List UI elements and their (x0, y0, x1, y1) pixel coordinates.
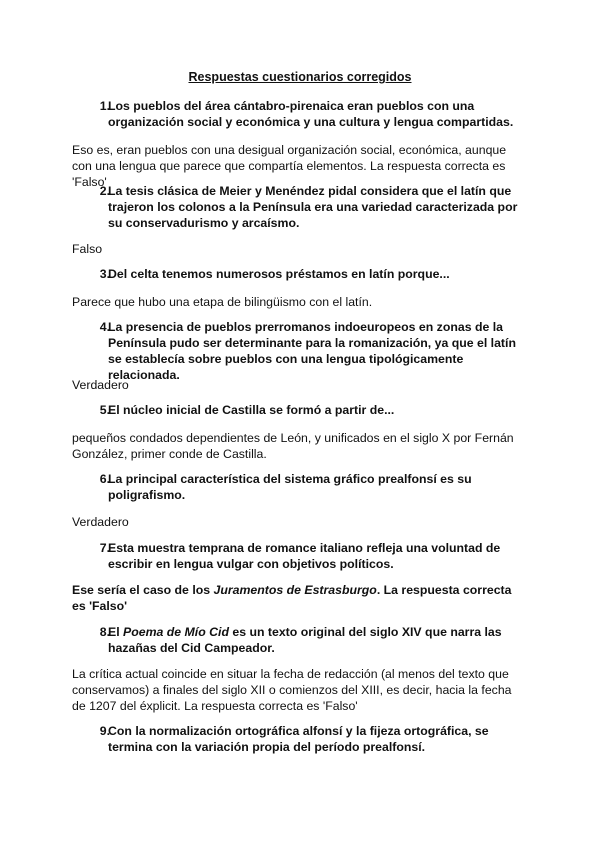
question-work-title: Poema de Mío Cid (123, 625, 229, 639)
question-text: El núcleo inicial de Castilla se formó a partir de... (108, 403, 395, 417)
question-8 (90, 624, 530, 656)
answer-2: Falso (72, 242, 103, 256)
answer-8: La crítica actual coincide en situar la fecha de redacción (al menos del texto que conservamos) a finales del siglo XII o comienzos del XIII, es decir, hacia la fecha de 1207 del éxplicit. La respuesta correcta es 'Falso' (72, 667, 512, 713)
question-9 (90, 723, 530, 755)
question-3 (90, 266, 530, 282)
question-7 (90, 540, 530, 572)
answer-work-title: Juramentos de Estrasburgo (213, 583, 377, 597)
answer-text: . La respuesta correcta es 'Falso' (72, 583, 512, 613)
question-number: 5. (99, 403, 110, 417)
question-text-part: El (108, 625, 124, 639)
answer-7 (72, 582, 528, 614)
question-number: 8. (99, 625, 110, 639)
question-number: 6. (99, 472, 110, 486)
answer-1: Eso es, eran pueblos con una desigual organización social, económica, aunque con una lengua que parece que compartía elementos. La respuesta correcta es 'Falso' (72, 143, 507, 189)
answer-6: Verdadero (72, 515, 129, 529)
answer-5: pequeños condados dependientes de León, y unificados en el siglo X por Fernán González, primer conde de Castilla. (72, 431, 514, 461)
question-number: 2. (99, 184, 110, 198)
answer-text: Ese sería el caso de los (72, 583, 214, 597)
question-text: Los pueblos del área cántabro-pirenaica eran pueblos con una organización social y económica y una cultura y lengua compartidas. (108, 99, 514, 129)
question-number: 4. (99, 320, 110, 334)
question-text: Del celta tenemos numerosos préstamos en latín porque... (108, 267, 450, 281)
question-number: 1. (99, 99, 110, 113)
question-number: 3. (99, 267, 110, 281)
question-1 (90, 98, 530, 130)
question-2 (90, 183, 530, 231)
answer-3: Parece que hubo una etapa de bilingüismo con el latín. (72, 295, 373, 309)
question-text: La presencia de pueblos prerromanos indoeuropeos en zonas de la Península pudo ser determinante para la romanización, ya que el latín se establecía sobre pueblos con una lengua tipológicamente relacionada. (108, 320, 516, 382)
question-4 (90, 319, 530, 383)
page-title: Respuestas cuestionarios corregidos (188, 70, 412, 84)
question-text: Con la normalización ortográfica alfonsí y la fijeza ortográfica, se termina con la variación propia del período prealfonsí. (108, 724, 489, 754)
answer-4: Verdadero (72, 378, 129, 392)
question-6 (90, 471, 530, 503)
question-text: La tesis clásica de Meier y Menéndez pidal considera que el latín que trajeron los colonos a la Península era una variedad caracterizada por su conservadurismo y arcaísmo. (108, 184, 518, 230)
question-number: 9. (99, 724, 110, 738)
question-text-part: es un texto original del siglo XIV que narra las hazañas del Cid Campeador. (108, 625, 502, 655)
question-5 (90, 402, 530, 418)
question-text: La principal característica del sistema gráfico prealfonsí es su poligrafismo. (108, 472, 472, 502)
question-number: 7. (99, 541, 110, 555)
question-text (108, 624, 530, 656)
question-text: Esta muestra temprana de romance italiano refleja una voluntad de escribir en lengua vulgar con objetivos políticos. (108, 541, 501, 571)
